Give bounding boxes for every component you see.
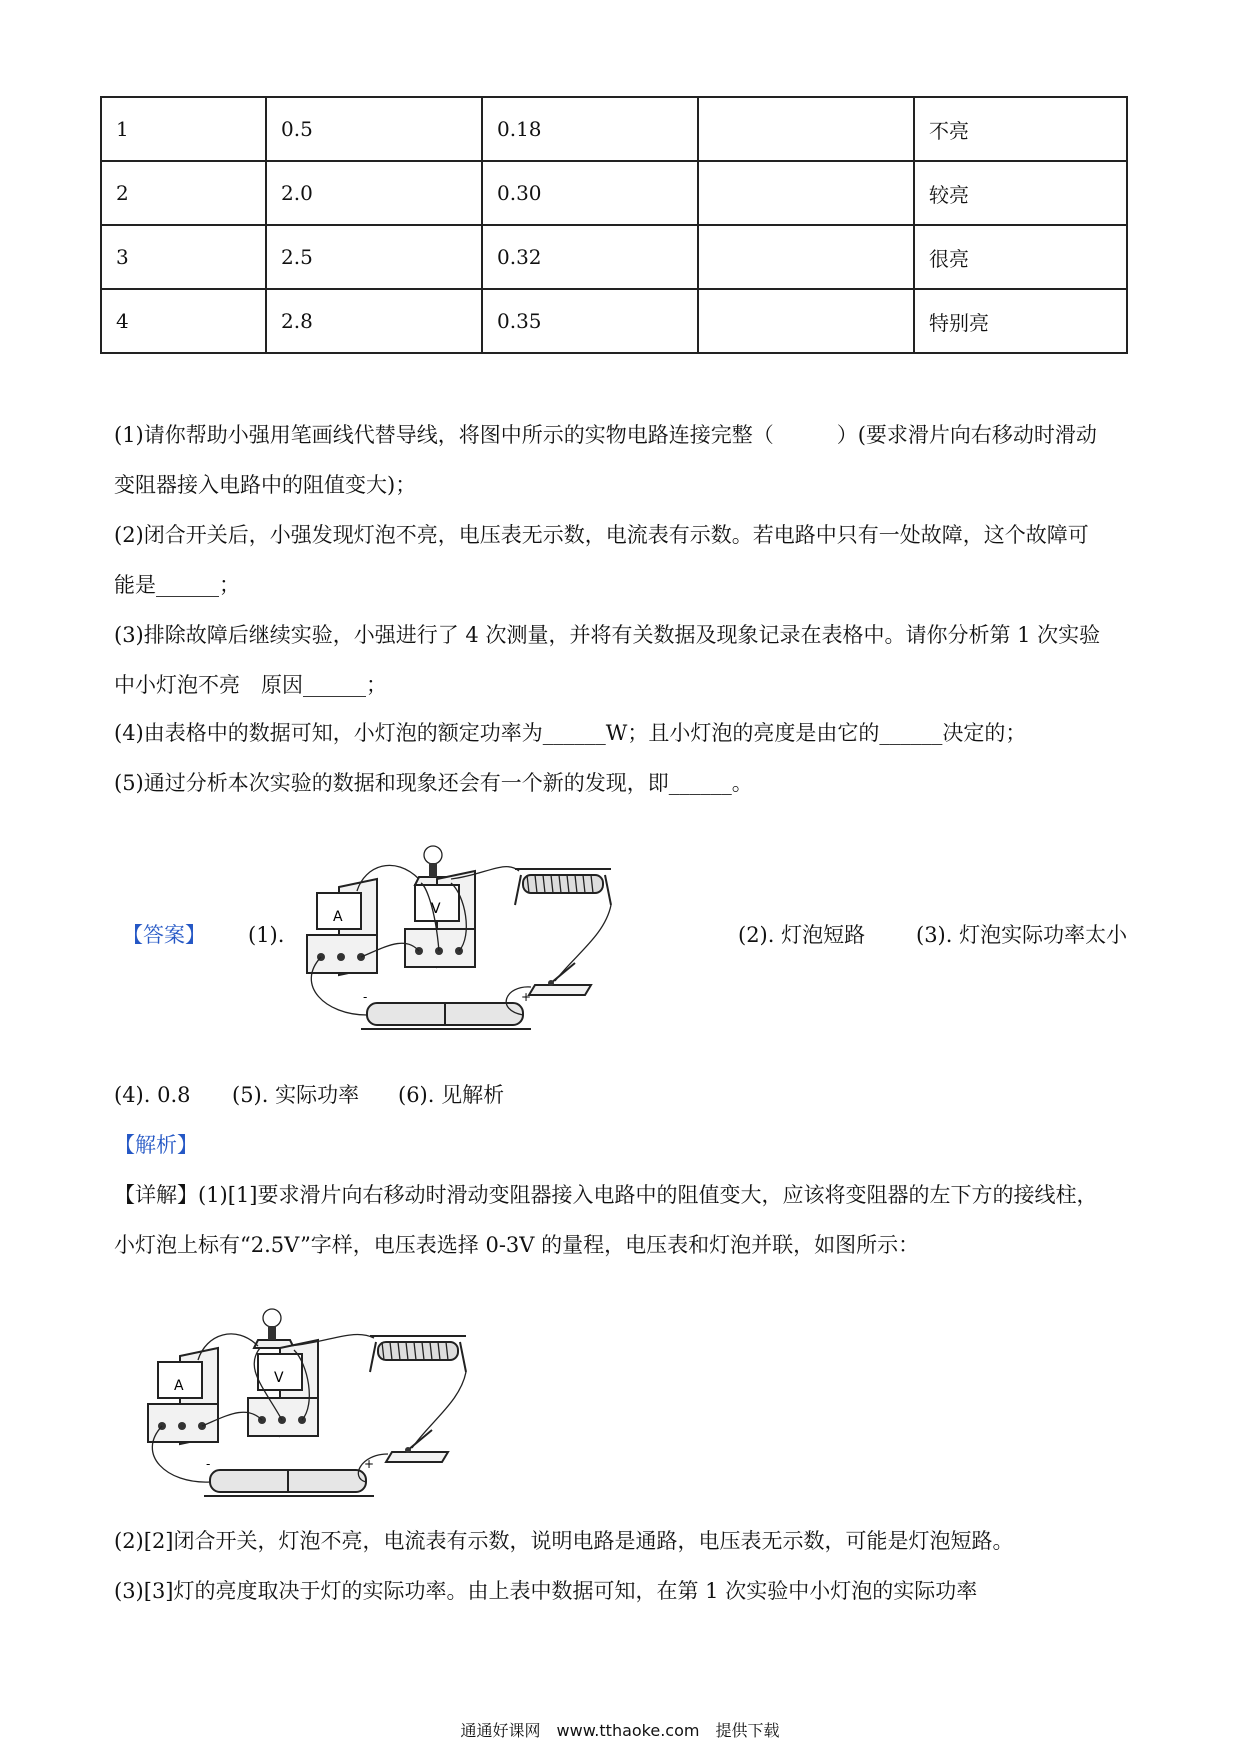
answer-1: (1). xyxy=(248,923,285,947)
battery-icon xyxy=(361,990,531,1029)
data-table xyxy=(100,96,1128,354)
table-cell: 0.30 xyxy=(482,161,698,225)
table-row xyxy=(101,289,1127,353)
answer-5: (5). 实际功率 xyxy=(232,1083,360,1107)
svg-text:+: + xyxy=(364,1457,375,1471)
question-2-line-2: 能是______； xyxy=(114,573,240,597)
table-cell: 1 xyxy=(101,97,266,161)
table-row xyxy=(101,161,1127,225)
bulb-icon xyxy=(263,1309,281,1327)
svg-text:V: V xyxy=(274,1370,284,1386)
analysis-paragraph-2: (2)[2]闭合开关，灯泡不亮，电流表有示数，说明电路是通路，电压表无示数，可能是灯泡短路。 xyxy=(114,1529,1014,1553)
question-3-line-1: (3)排除故障后继续实验，小强进行了 4 次测量，并将有关数据及现象记录在表格中。请你分析第 1 次实验 xyxy=(114,623,1101,647)
battery-icon xyxy=(204,1457,374,1496)
svg-text:+: + xyxy=(521,990,532,1004)
table-cell: 很亮 xyxy=(914,225,1127,289)
table-row xyxy=(101,225,1127,289)
switch-icon xyxy=(529,963,591,995)
table-cell xyxy=(698,225,914,289)
table-cell: 0.32 xyxy=(482,225,698,289)
answer-3: (3). 灯泡实际功率太小 xyxy=(916,923,1128,947)
answer-2: (2). 灯泡短路 xyxy=(738,923,866,947)
svg-text:A: A xyxy=(333,909,343,925)
svg-text:A: A xyxy=(174,1378,184,1394)
table-cell: 0.5 xyxy=(266,97,482,161)
bulb-icon xyxy=(424,846,442,864)
svg-text:-: - xyxy=(363,990,368,1004)
voltmeter-icon xyxy=(248,1340,318,1436)
detail-tag: 【详解】 xyxy=(114,1183,198,1207)
question-1-line-1: (1)请你帮助小强用笔画线代替导线，将图中所示的实物电路连接完整（ ）(要求滑片向右移动时滑动 xyxy=(114,423,1097,447)
answer-6: (6). 见解析 xyxy=(398,1083,505,1107)
detail-line-1 xyxy=(114,1180,1098,1210)
question-2-line-1: (2)闭合开关后，小强发现灯泡不亮，电压表无示数，电流表有示数。若电路中只有一处故障，这个故障可 xyxy=(114,523,1089,547)
table-cell: 不亮 xyxy=(914,97,1127,161)
table-cell xyxy=(698,97,914,161)
circuit-diagram-analysis xyxy=(140,1298,500,1498)
switch-icon xyxy=(386,1430,448,1462)
table-cell xyxy=(698,289,914,353)
detail-line-2: 小灯泡上标有“2.5V”字样，电压表选择 0-3V 的量程，电压表和灯泡并联，如图所示： xyxy=(114,1233,920,1257)
analysis-tag: 【解析】 xyxy=(114,1133,198,1157)
question-3-line-2: 中小灯泡不亮 原因______； xyxy=(114,673,387,697)
answer-tag: 【答案】 xyxy=(122,923,206,947)
table-cell: 2.5 xyxy=(266,225,482,289)
footer-text: 通通好课网 www.tthaoke.com 提供下载 xyxy=(460,1721,780,1740)
question-1-line-2: 变阻器接入电路中的阻值变大)； xyxy=(114,473,417,497)
table-cell: 2.0 xyxy=(266,161,482,225)
table-cell: 特别亮 xyxy=(914,289,1127,353)
table-cell: 3 xyxy=(101,225,266,289)
svg-text:V: V xyxy=(431,901,441,917)
question-4: (4)由表格中的数据可知，小灯泡的额定功率为______W；且小灯泡的亮度是由它的______决定的； xyxy=(114,721,1027,745)
detail-text-1: (1)[1]要求滑片向右移动时滑动变阻器接入电路中的阻值变大，应该将变阻器的左下方的接线柱， xyxy=(198,1183,1098,1207)
rheostat-icon xyxy=(370,1336,466,1372)
table-cell: 2 xyxy=(101,161,266,225)
voltmeter-icon xyxy=(405,871,475,967)
svg-text:-: - xyxy=(206,1457,211,1471)
table-cell: 0.18 xyxy=(482,97,698,161)
rheostat-icon xyxy=(515,869,611,905)
table-cell: 2.8 xyxy=(266,289,482,353)
analysis-paragraph-3: (3)[3]灯的亮度取决于灯的实际功率。由上表中数据可知，在第 1 次实验中小灯泡的实际功率 xyxy=(114,1579,978,1603)
table-cell: 较亮 xyxy=(914,161,1127,225)
table-cell xyxy=(698,161,914,225)
answer-4: (4). 0.8 xyxy=(114,1083,191,1107)
circuit-diagram-answer xyxy=(305,835,665,1035)
table-row xyxy=(101,97,1127,161)
question-5: (5)通过分析本次实验的数据和现象还会有一个新的发现，即______。 xyxy=(114,771,753,795)
table-cell: 4 xyxy=(101,289,266,353)
table-cell: 0.35 xyxy=(482,289,698,353)
